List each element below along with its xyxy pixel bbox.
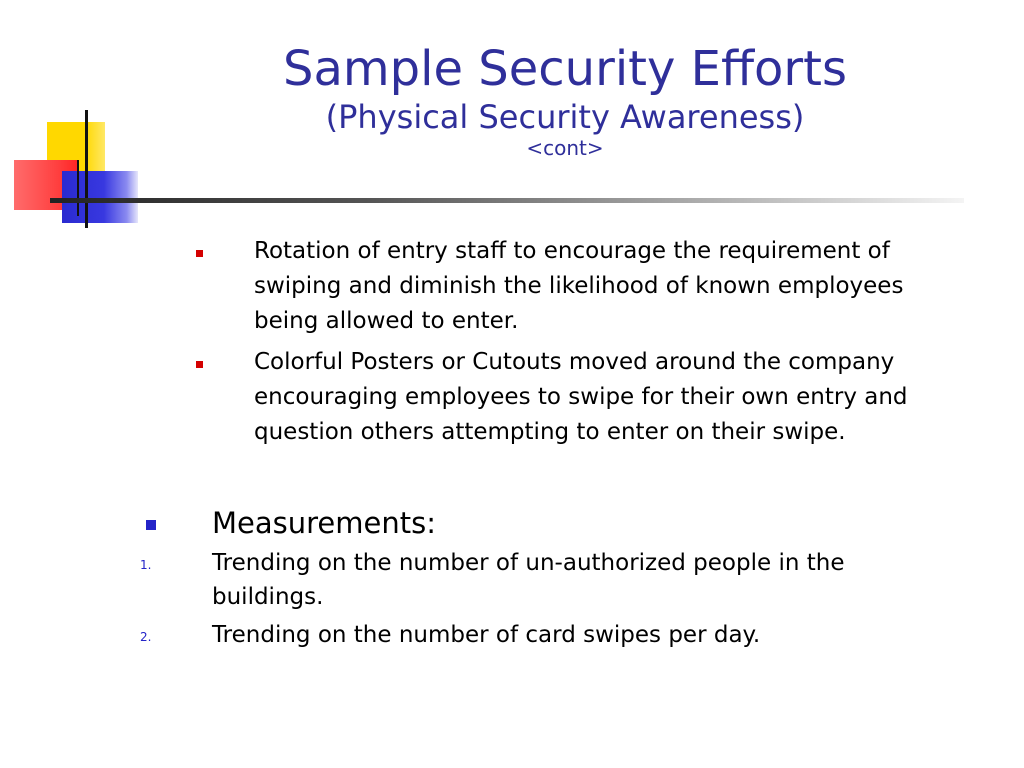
sub-bullet-list [195, 234, 975, 456]
list-number: 2. [140, 630, 152, 644]
blue-square-bullet-icon [146, 520, 156, 530]
red-square-bullet-icon [196, 361, 203, 368]
measurements-heading: Measurements: [212, 506, 436, 540]
numbered-list-item [140, 546, 960, 614]
sub-bullet-text: Colorful Posters or Cutouts moved around the company encouraging employees to swipe for their own entry and question others attempting to enter on their swipe. [254, 349, 908, 445]
slide-title [230, 40, 900, 160]
title-main: Sample Security Efforts [283, 41, 847, 97]
sub-bullet-text: Rotation of entry staff to encourage the requirement of swiping and diminish the likelihood of known employees being allowed to enter. [254, 238, 904, 334]
red-square-bullet-icon [196, 250, 203, 257]
measurements-heading-item [140, 503, 960, 543]
sub-bullet-item [195, 345, 975, 450]
numbered-item-text: Trending on the number of card swipes per day. [212, 622, 761, 648]
title-continued: <cont> [526, 136, 604, 160]
title-subtitle: (Physical Security Awareness) [325, 98, 805, 136]
decorative-logo [0, 0, 170, 240]
logo-vertical-line [85, 110, 88, 228]
logo-blue-square [62, 171, 138, 223]
title-divider [50, 198, 964, 203]
sub-bullet-item [195, 234, 975, 339]
numbered-item-text: Trending on the number of un-authorized people in the buildings. [212, 550, 845, 610]
numbered-list-item [140, 618, 960, 652]
list-number: 1. [140, 558, 152, 572]
logo-vertical-line-short [77, 160, 79, 216]
measurements-list [140, 503, 960, 656]
